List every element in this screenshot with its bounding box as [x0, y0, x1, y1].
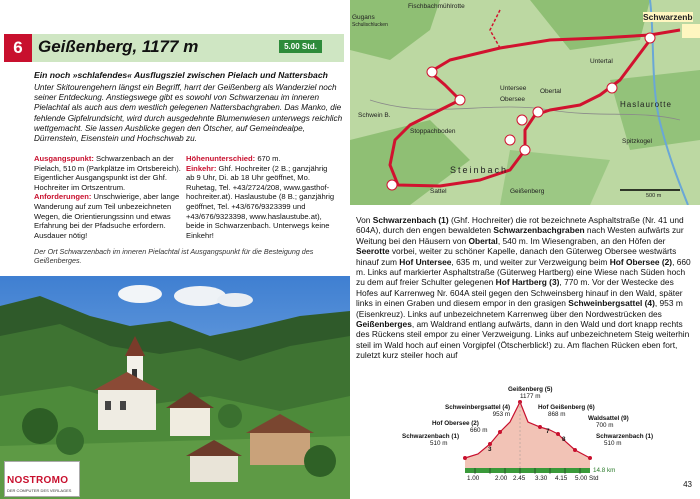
profile-marker: 8	[562, 436, 566, 443]
profile-point-label: Schwarzenbach (1) 510 m	[402, 433, 460, 447]
profile-tick: 2.00	[495, 475, 508, 482]
start-text: Schwarzenbach an der Pielach, 510 m (Parkplätze im Ortsbereich). Eigentlicher Ausgangspunkt ist der Ghf. Hochreiter im Ortszentrum.	[34, 154, 181, 192]
body-highlight: Schwarzenbach (1)	[372, 215, 449, 225]
duration-badge: 5.00 Std.	[279, 40, 322, 53]
info-column-right	[186, 154, 336, 240]
map-label: Sattel	[430, 188, 447, 195]
profile-point-label: Schwarzenbach (1) 510 m	[596, 433, 654, 447]
route-header	[4, 34, 344, 62]
logo-tagline: DER COMPUTER DES VERLAGES	[7, 488, 72, 493]
map-label: Schwarzenb	[643, 12, 693, 22]
body-text: , 660 m. Links auf markierter Asphaltstraße (Güterweg Hartberg) eine Wiese nach Süden hoch zu dem auf freier Schulter gelegenen	[356, 256, 691, 288]
publisher-logo	[4, 461, 80, 497]
body-highlight: Seerotte	[356, 246, 390, 257]
profile-tick: 4.15	[555, 475, 568, 482]
map-scale: 500 m	[646, 193, 662, 199]
body-text: , am Waldrand entlang aufwärts, dann in den Wald und dort knapp rechts des Rückens steil empor zu einer Verzweigung. Links auf unbezeichnetem Steig weiterhin steil im Wald hoch auf einen Vorgipfel (Ötscherblick!) zu. Am flachen Rücken eben fort, zuletzt kurz steiler hoch auf	[356, 319, 690, 361]
map-label: Gugans	[352, 14, 375, 21]
height-text: 670 m.	[257, 154, 281, 163]
profile-tick: 3.30	[535, 475, 548, 482]
body-text: , 635 m, und weiter zur Verzweigung beim	[451, 256, 610, 267]
body-text: (Ghf. Hochreiter) die rot bezeichnete Asphaltstraße (Nr. 41 und 604A), durch den engen bewaldeten	[356, 215, 684, 236]
profile-point-label: Waldsattel (9) 700 m	[588, 415, 629, 429]
map-label: Stoppachboden	[410, 128, 456, 135]
body-text: Von	[356, 215, 373, 225]
profile-distance: 14.8 km	[593, 467, 616, 474]
body-highlight: Hof Hartberg (3)	[495, 277, 560, 288]
map-label: Geißenberg	[510, 188, 545, 195]
body-highlight: Obertal	[468, 235, 498, 246]
right-page	[350, 0, 700, 499]
peak-label	[508, 386, 552, 400]
info-column-left	[34, 154, 184, 240]
start-label: Ausgangspunkt:	[34, 154, 94, 163]
body-text: , 770 m. Vor der Westecke des Hofes auf Karrenweg Nr. 604A steil gegen den Schweinsberg hinauf in den Wald, später links in einen Graben und diesem empor in den grasigen	[356, 277, 683, 309]
elevation-profile	[350, 382, 700, 499]
route-title: Geißenberg, 1177 m	[38, 37, 199, 56]
food-label: Einkehr:	[186, 163, 217, 173]
profile-point-label: Hof Obersee (2) 660 m	[432, 420, 488, 434]
food-text: Ghf. Hochreiter (2 B.; ganzjährig ab 9 Uhr, Di. ab 18 Uhr geöffnet, Mo. Ruhetag, Tel. +43/2724/208, www.gasthof-hochreiter.at). Haslaustube (8 B.; ganzjährig geöffnet, Tel. +43/676/9323399 und +43/676/9323398, www.haslaustube.at), beide in Schwarzenbach. Unterwegs keine Einkehr!	[186, 163, 335, 240]
route-subtitle: Ein noch »schlafendes« Ausflugsziel zwischen Pielach und Nattersbach	[34, 70, 328, 80]
body-highlight: Schwarzenbachgraben	[493, 225, 585, 236]
requirements-label: Anforderungen:	[34, 192, 92, 202]
body-highlight: Hof Obersee (2)	[609, 256, 673, 267]
map-label: Schwein B.	[358, 112, 391, 119]
body-highlight: Geißenberges	[356, 319, 412, 330]
profile-point-label: Hof Geißenberg (6) 868 m	[538, 404, 595, 418]
peak-name: Geißenberg (5)	[508, 386, 553, 393]
profile-tick: 2.45	[513, 475, 526, 482]
body-text: Links auf unbezeichnetem Karrenweg über den Nordwestrücken des	[405, 308, 662, 319]
route-description	[356, 215, 694, 361]
body-highlight: Schweinbergsattel (4)	[568, 298, 655, 309]
profile-point-label: Schweinbergsattel (4) 953 m	[445, 404, 511, 418]
map-label: Schulischlucken	[352, 22, 388, 28]
map-label: Obersee	[500, 96, 525, 103]
body-text: , 540 m. Im Wiesengraben, an den Höfen der	[497, 235, 666, 246]
body-highlight: Hof Untersee	[399, 256, 452, 267]
map-label: Steinbach	[450, 165, 509, 175]
map-label: Fischbachmühlrotte	[408, 3, 465, 10]
profile-tick: 5.00 Std	[575, 475, 599, 482]
page-number: 43	[683, 480, 692, 489]
requirements-text: Unschwierige, aber lange Wanderung auf zum Teil unbezeichneten Wegen, die Orientierungssinn und etwas Erfahrung bei der Pfadsuche erfordern. Ausdauer nötig!	[34, 192, 180, 240]
body-text: , 953 m (Eisenkreuz).	[356, 298, 683, 319]
photo-caption: Der Ort Schwarzenbach im inneren Pielachtal ist Ausgangspunkt für die Besteigung des Geißenberges.	[34, 247, 314, 265]
map-label: Obertal	[540, 88, 562, 95]
map-label: Untersee	[500, 85, 527, 92]
route-number: 6	[4, 34, 32, 62]
route-intro: Unter Skitourengehern längst ein Begriff, harrt der Geißenberg als Wanderziel noch seiner Entdeckung. Anstiegswege gibt es sowohl von Schwarzenau im inneren Pielachtal als auch aus dem westlich gelegenen Nattersbachgraben. Das Manko, die fehlende Gipfelrundsicht, wird durch ausgedehnte Blumenwiesen unterwegs reichlich wettgemacht. Sie lassen Ausblicke gegen den Ötscher, auf Gemeindealpe, Dürrenstein, Eisenstein und Hochschwab zu.	[34, 83, 343, 144]
map-label: Spitzkogel	[622, 138, 652, 145]
profile-marker: 7	[546, 428, 550, 435]
height-label: Höhenunterschied:	[186, 154, 256, 163]
peak-altitude: 1177 m	[519, 393, 541, 400]
profile-tick: 1.00	[467, 475, 480, 482]
body-text: vorbei, weiter zu schöner Kapelle, danach den Güterweg Obersee westwärts hinauf zum	[356, 246, 677, 267]
map-label: Untertal	[590, 58, 613, 65]
body-text: nach Westen aufwärts zur Weitung bei den Häusern von	[356, 225, 684, 246]
logo-name: NOSTROMO	[7, 475, 69, 486]
route-map	[350, 0, 700, 205]
profile-marker: 3	[488, 446, 492, 453]
map-label: Haslaurotte	[620, 100, 672, 109]
